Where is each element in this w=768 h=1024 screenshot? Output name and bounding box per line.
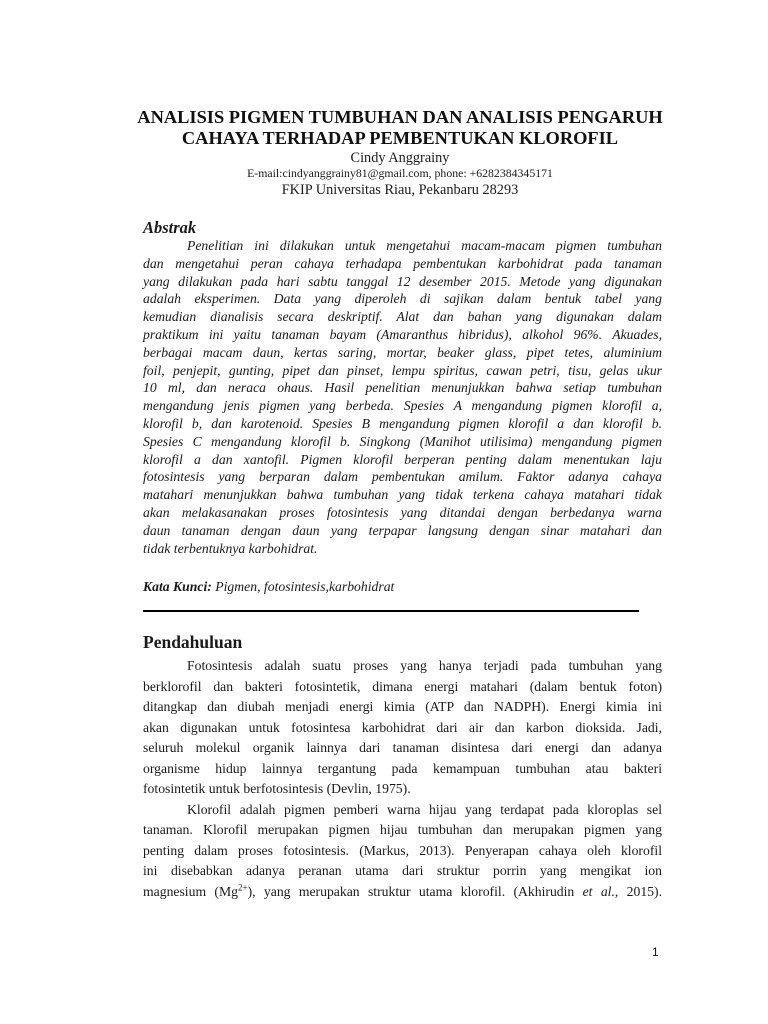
intro-line: seluruh molekul organik lainnya dari tanaman disintesa dari energi dan adanya xyxy=(143,740,662,755)
intro-line: Klorofil adalah pigmen pemberi warna hijau yang terdapat pada kloroplas sel xyxy=(187,801,662,817)
superscript-charge: 2+ xyxy=(238,881,248,892)
abstract-line: klorofil b, dan karotenoid. Spesies B mengandung pigmen klorofil a dan klorofil b. xyxy=(143,415,662,431)
intro-line: penting dalam proses fotosintesis. (Markus, 2013). Penyerapan cahaya oleh klorofil xyxy=(143,842,662,858)
keywords-label: Kata Kunci: xyxy=(143,579,212,594)
abstract-line: foil, penjepit, gunting, pipet dan pinset, lempu spiritus, cawan petri, tisu, gelas ukur xyxy=(143,362,662,378)
abstract-line: Spesies C mengandung klorofil b. Singkong (Manihot utilisima) mengandung pigmen xyxy=(143,433,662,449)
page-number: 1 xyxy=(652,945,659,959)
abstract-line: dan mengetahui peran cahaya terhadapa pembentukan karbohidrat pada tanaman xyxy=(143,255,662,271)
intro-line: organisme hidup lainnya tergantung pada kemampuan tumbuhan atau bakteri xyxy=(143,760,662,776)
title-line-2: CAHAYA TERHADAP PEMBENTUKAN KLOROFIL xyxy=(181,128,619,148)
author-affiliation: FKIP Universitas Riau, Pekanbaru 28293 xyxy=(281,182,519,198)
last-line-text: 2015). xyxy=(618,883,662,899)
author-name: Cindy Anggrainy xyxy=(350,150,450,166)
abstract-line: yang dilakukan pada hari sabtu tanggal 12 desember 2015. Metode yang digunakan xyxy=(143,273,662,289)
title-line-1: ANALISIS PIGMEN TUMBUHAN DAN ANALISIS PENGARUH xyxy=(137,107,663,127)
abstract-line: tidak terbentuknya karbohidrat. xyxy=(143,540,318,556)
abstract-line: adalah eksperimen. Data yang diperoleh di sajikan dalam bentuk tabel yang xyxy=(143,291,662,307)
intro-line: Fotosintesis adalah suatu proses yang hanya terjadi pada tumbuhan yang xyxy=(187,658,662,673)
keywords xyxy=(143,578,394,595)
abstract-line: fotosintesis yang berparan dalam pembentukan amilum. Faktor adanya cahaya xyxy=(143,469,662,485)
abstract-line: kemudian dianalisis secara deskriptif. Alat dan bahan yang digunakan dalam xyxy=(143,309,662,325)
intro-line: tanaman. Klorofil merupakan pigmen hijau tumbuhan dan merupakan pigmen yang xyxy=(143,822,662,837)
intro-line: ini disebabkan adanya peranan utama dari struktur porrin yang mengikat ion xyxy=(143,863,662,878)
last-line-text: magnesium (Mg xyxy=(143,883,239,899)
abstract-line: matahari menunjukkan bahwa tumbuhan yang tidak terkena cahaya matahari tidak xyxy=(143,487,662,503)
abstract-heading: Abstrak xyxy=(143,218,197,237)
abstract-line: berbagai macam daun, kertas saring, mortar, beaker glass, pipet tetes, aluminium xyxy=(143,344,662,360)
abstract-line: akan melakasanakan proses fotosintesis yang ditandai dengan berbedanya warna xyxy=(143,504,662,520)
intro-line: akan digunakan untuk fotosintesa karbohidrat dari air dan karbon dioksida. Jadi, xyxy=(143,719,662,735)
abstract-line: 10 ml, dan neraca ohaus. Hasil penelitian menunjukkan bahwa setiap tumbuhan xyxy=(143,380,662,396)
abstract-line: klorofil a dan xantofil. Pigmen klorofil berperan penting dalam menentukan laju xyxy=(143,451,662,467)
introduction-body xyxy=(143,656,662,902)
intro-line: ditangkap dan diubah menjadi energi kimia (ATP dan NADPH). Energi kimia ini xyxy=(143,699,662,714)
paper-title xyxy=(0,107,768,149)
italic-et-al: et al., xyxy=(582,883,619,899)
intro-line: fotosintetik untuk berfotosintesis (Devlin, 1975). xyxy=(143,781,411,796)
author-contact: E-mail:cindyanggrainy81@gmail.com, phone: +6282384345171 xyxy=(247,166,553,180)
abstract-line: daun tanaman dengan daun yang terpapar langsung dengan sinar matahari dan xyxy=(143,522,662,538)
abstract-line: praktikum ini yaitu tanaman bayam (Amaranthus hibridus), alkohol 96%. Akuades, xyxy=(143,326,662,342)
abstract-body xyxy=(143,237,662,557)
keywords-value: Pigmen, fotosintesis,karbohidrat xyxy=(215,579,395,594)
last-line-text: ), yang merupakan struktur utama klorofil. (Akhirudin xyxy=(247,883,583,899)
intro-line: berklorofil dan bakteri fotosintetik, dimana energi matahari (dalam bentuk foton) xyxy=(143,678,662,694)
abstract-line: mengandung jenis pigmen yang berbeda. Spesies A mengandung pigmen klorofil a, xyxy=(143,398,662,414)
intro-line xyxy=(143,882,662,903)
section-divider xyxy=(143,610,639,612)
introduction-heading: Pendahuluan xyxy=(143,632,243,652)
abstract-line: Penelitian ini dilakukan untuk mengetahui macam-macam pigmen tumbuhan xyxy=(187,238,662,253)
